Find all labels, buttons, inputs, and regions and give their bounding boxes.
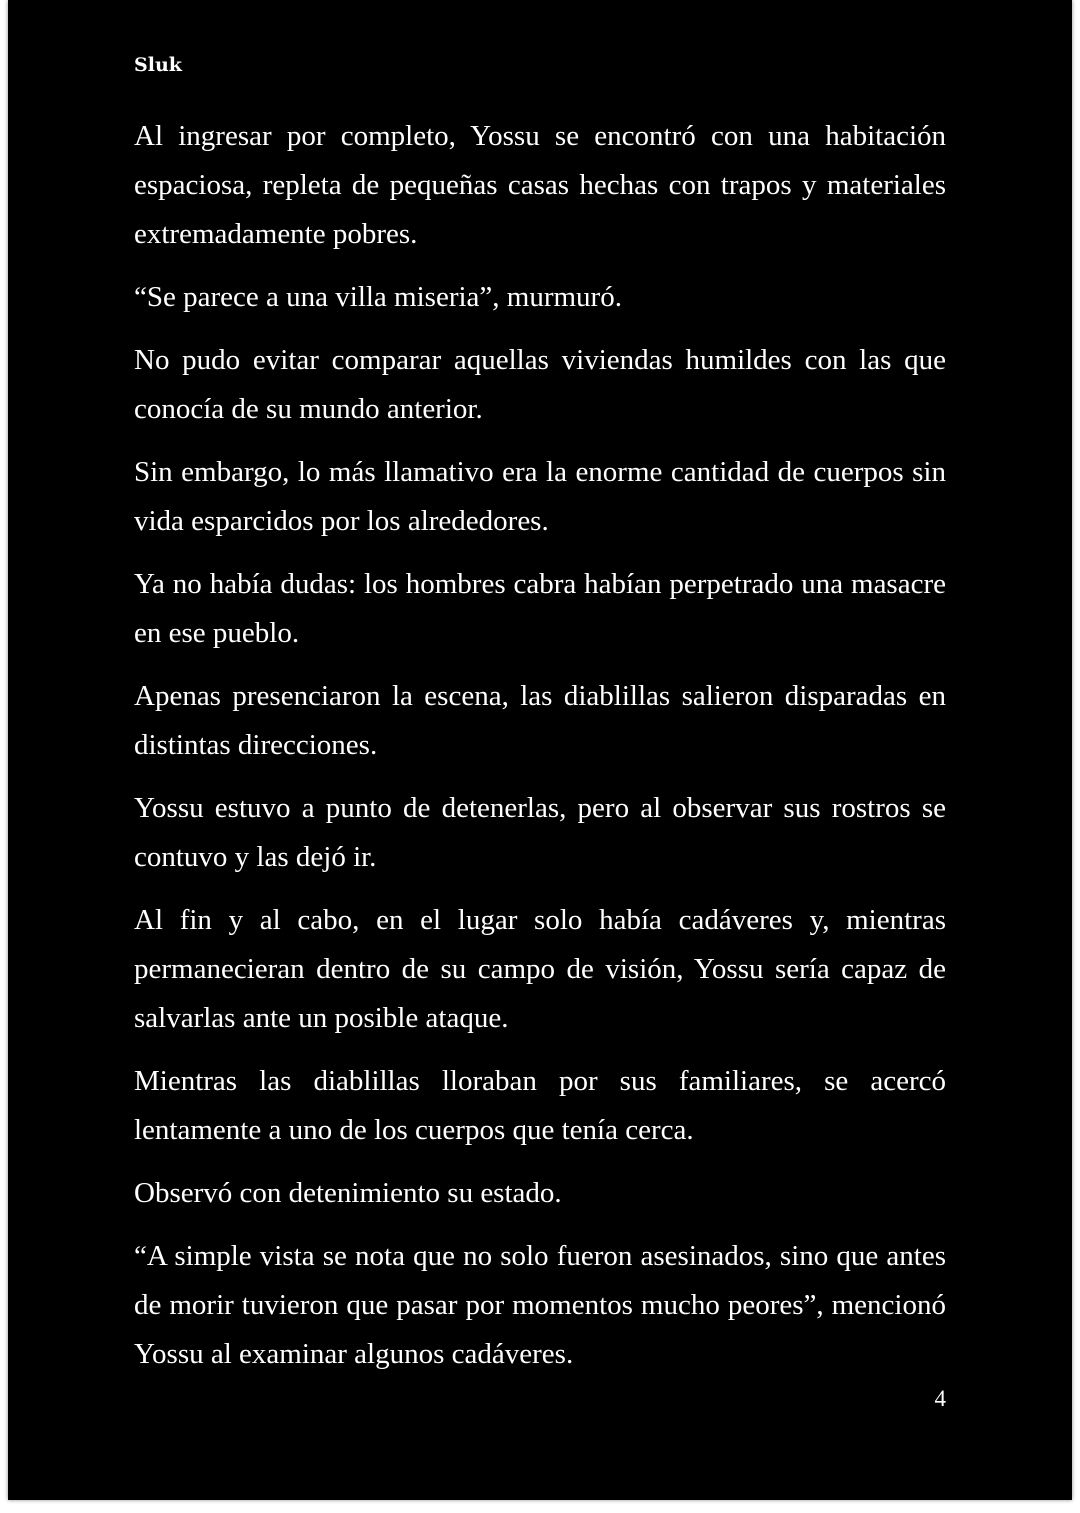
running-header: Sluk <box>134 54 182 76</box>
body-text <box>134 112 946 1393</box>
paragraph: Ya no había dudas: los hombres cabra habían perpetrado una masacre en ese pueblo. <box>134 568 946 649</box>
paragraph: Mientras las diablillas lloraban por sus familiares, se acercó lentamente a uno de los cuerpos que tenía cerca. <box>134 1065 946 1146</box>
paragraph: “A simple vista se nota que no solo fueron asesinados, sino que antes de morir tuvieron que pasar por momentos mucho peores”, mencionó Yossu al examinar algunos cadáveres. <box>134 1240 946 1370</box>
paragraph: Yossu estuvo a punto de detenerlas, pero al observar sus rostros se contuvo y las dejó ir. <box>134 792 946 873</box>
document-page <box>8 0 1072 1500</box>
paragraph: Sin embargo, lo más llamativo era la enorme cantidad de cuerpos sin vida esparcidos por los alrededores. <box>134 456 946 537</box>
paragraph: Al ingresar por completo, Yossu se encontró con una habitación espaciosa, repleta de pequeñas casas hechas con trapos y materiales extremadamente pobres. <box>134 120 946 250</box>
paragraph: Al fin y al cabo, en el lugar solo había cadáveres y, mientras permanecieran dentro de su campo de visión, Yossu sería capaz de salvarlas ante un posible ataque. <box>134 904 946 1034</box>
paragraph: “Se parece a una villa miseria”, murmuró. <box>134 281 622 313</box>
paragraph: Observó con detenimiento su estado. <box>134 1177 562 1209</box>
page-number: 4 <box>934 1386 946 1411</box>
paragraph: Apenas presenciaron la escena, las diablillas salieron disparadas en distintas direcciones. <box>134 680 946 761</box>
paragraph: No pudo evitar comparar aquellas viviendas humildes con las que conocía de su mundo anterior. <box>134 344 946 425</box>
